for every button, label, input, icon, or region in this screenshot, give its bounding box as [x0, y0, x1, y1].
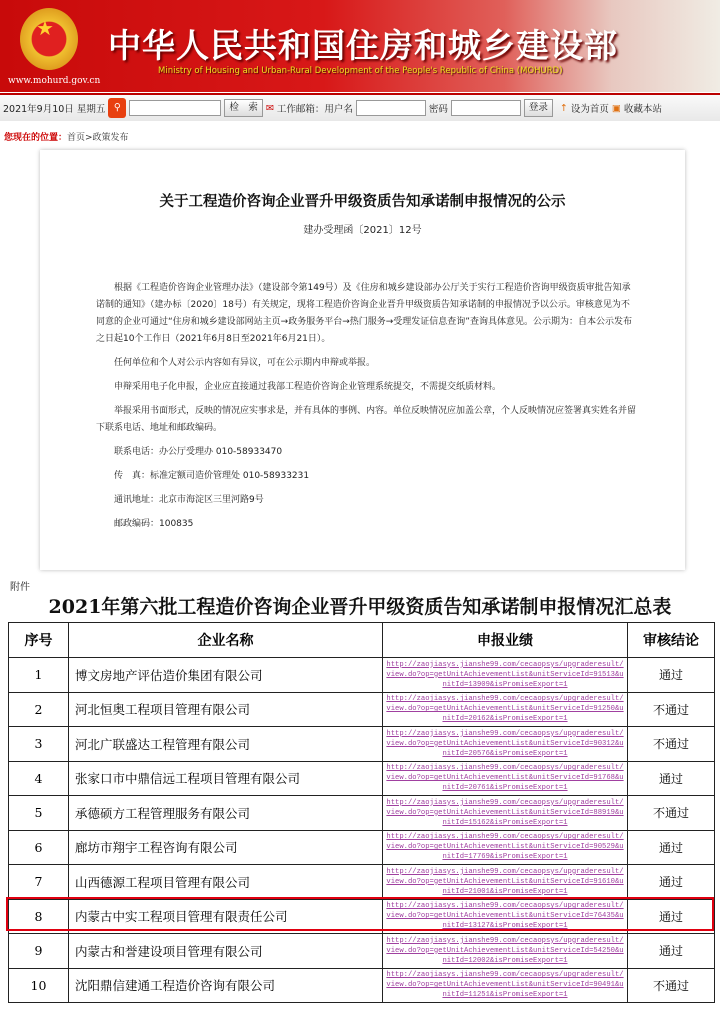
company-name: 内蒙古中实工程项目管理有限责任公司 [69, 899, 383, 934]
site-subtitle: Ministry of Housing and Urban-Rural Development of the People's Republic of China (MOHURD) [158, 66, 563, 76]
company-name: 山西德源工程项目管理有限公司 [69, 865, 383, 900]
row-number: 4 [9, 761, 69, 796]
row-number: 8 [9, 899, 69, 934]
table-row [9, 692, 715, 727]
table-row [9, 865, 715, 900]
mail-icon: ✉ [265, 102, 274, 114]
table-row [9, 658, 715, 693]
review-result: 通过 [628, 934, 715, 969]
review-result: 通过 [628, 658, 715, 693]
achievement-link[interactable]: http://zaojiasys.jianshe99.com/cecaopsys/upgraderesult/view.do?op=getUnitAchievementList&unitServiceId=88919&unitId=15162&isPromiseExport=1 [386, 798, 624, 827]
bookmark-link[interactable]: 收藏本站 [623, 104, 662, 115]
company-name: 沈阳鼎信建通工程造价咨询有限公司 [69, 968, 383, 1003]
search-icon[interactable]: ⚲ [108, 98, 126, 118]
summary-table [8, 622, 715, 1003]
row-number: 5 [9, 796, 69, 831]
table-row [9, 899, 715, 934]
review-result: 不通过 [628, 796, 715, 831]
attachment-label: 附件 [10, 582, 30, 593]
review-result: 通过 [628, 899, 715, 934]
row-number: 1 [9, 658, 69, 693]
paragraph: 传 真：标准定额司造价管理处 010-58933231 [114, 471, 310, 481]
company-name: 河北恒奥工程项目管理有限公司 [69, 692, 383, 727]
mail-label: 工作邮箱：用户名 [276, 104, 353, 115]
paragraph: 举报采用书面形式，反映的情况应实事求是，并有具体的事例、内容。单位反映情况应加盖公章，个人反映情况应签署真实姓名并留下联系电话、地址和邮政编码。 [96, 406, 637, 433]
achievement-link[interactable]: http://zaojiasys.jianshe99.com/cecaopsys/upgraderesult/view.do?op=getUnitAchievementList&unitServiceId=76435&unitId=13127&isPromiseExport=1 [386, 902, 624, 931]
table-row [9, 761, 715, 796]
breadcrumb-prefix: 您现在的位置： [4, 133, 68, 143]
review-result: 不通过 [628, 727, 715, 762]
review-result: 不通过 [628, 692, 715, 727]
company-name: 廊坊市翔宇工程咨询有限公司 [69, 830, 383, 865]
paragraph: 申辩采用电子化申报，企业应直接通过我部工程造价咨询企业管理系统提交，不需提交纸质材料。 [114, 382, 502, 392]
company-name: 承德硕方工程管理服务有限公司 [69, 796, 383, 831]
site-url: www.mohurd.gov.cn [8, 76, 101, 86]
review-result: 通过 [628, 865, 715, 900]
login-button[interactable]: 登录 [524, 99, 553, 117]
table-row [9, 727, 715, 762]
paragraph: 任何单位和个人对公示内容如有异议，可在公示期内申辩或举报。 [114, 358, 376, 368]
achievement-link[interactable]: http://zaojiasys.jianshe99.com/cecaopsys/upgraderesult/view.do?op=getUnitAchievementList&unitServiceId=91768&unitId=20761&isPromiseExport=1 [386, 764, 624, 793]
col-header-name: 企业名称 [69, 623, 383, 658]
breadcrumb-path[interactable]: 首页>政策发布 [67, 133, 129, 143]
notice-document [40, 150, 685, 570]
review-result: 通过 [628, 761, 715, 796]
achievement-link[interactable]: http://zaojiasys.jianshe99.com/cecaopsys/upgraderesult/view.do?op=getUnitAchievementList&unitServiceId=54250&unitId=12002&isPromiseExport=1 [386, 936, 624, 965]
row-number: 9 [9, 934, 69, 969]
search-input[interactable] [129, 100, 221, 116]
paragraph: 联系电话：办公厅受理办 010-58933470 [114, 447, 283, 457]
table-row [9, 830, 715, 865]
document-title: 关于工程造价咨询企业晋升甲级资质告知承诺制申报情况的公示 [159, 194, 566, 210]
company-name: 博文房地产评估造价集团有限公司 [69, 658, 383, 693]
password-label: 密码 [428, 104, 448, 115]
review-result: 不通过 [628, 968, 715, 1003]
table-row [9, 934, 715, 969]
achievement-link[interactable]: http://zaojiasys.jianshe99.com/cecaopsys/upgraderesult/view.do?op=getUnitAchievementList&unitServiceId=90312&unitId=20576&isPromiseExport=1 [386, 729, 624, 758]
achievement-link[interactable]: http://zaojiasys.jianshe99.com/cecaopsys/upgraderesult/view.do?op=getUnitAchievementList&unitServiceId=91250&unitId=20162&isPromiseExport=1 [386, 695, 624, 724]
col-header-achievement: 申报业绩 [383, 623, 628, 658]
bookmark-icon: ▣ [611, 102, 621, 114]
achievement-link[interactable]: http://zaojiasys.jianshe99.com/cecaopsys/upgraderesult/view.do?op=getUnitAchievementList&unitServiceId=90529&unitId=17769&isPromiseExport=1 [386, 833, 624, 862]
achievement-link[interactable]: http://zaojiasys.jianshe99.com/cecaopsys/upgraderesult/view.do?op=getUnitAchievementList&unitServiceId=91513&unitId=13909&isPromiseExport=1 [386, 660, 624, 689]
row-number: 3 [9, 727, 69, 762]
national-emblem-icon: ★ [20, 8, 78, 70]
table-row [9, 968, 715, 1003]
home-arrow-icon: ↑ [559, 102, 568, 114]
paragraph: 根据《工程造价咨询企业管理办法》（建设部令第149号）及《住房和城乡建设部办公厅关于实行工程造价咨询甲级资质审批告知承诺制的通知》（建办标〔2020〕18号）有关规定，现将工程造价咨询企业晋升甲级资质告知承诺制的申报情况予以公示。审核意见为不同意的企业可通过“住房和城乡建设部网站主页→政务服务平台→热门服务→受理发证信息查询”查询具体意见。公示期为：自本公示发布之日起10个工作日（2021年6月8日至2021年6月21日）。 [96, 283, 632, 344]
site-title: 中华人民共和国住房和城乡建设部 [108, 26, 618, 65]
row-number: 7 [9, 865, 69, 900]
row-number: 10 [9, 968, 69, 1003]
current-date: 2021年9月10日 星期五 [3, 104, 106, 115]
breadcrumb [4, 130, 129, 143]
set-home-link[interactable]: 设为首页 [570, 104, 609, 115]
col-header-no: 序号 [9, 623, 69, 658]
achievement-link[interactable]: http://zaojiasys.jianshe99.com/cecaopsys/upgraderesult/view.do?op=getUnitAchievementList&unitServiceId=90491&unitId=11251&isPromiseExport=1 [386, 971, 624, 1000]
row-number: 6 [9, 830, 69, 865]
summary-title: 2021年第六批工程造价咨询企业晋升甲级资质告知承诺制申报情况汇总表 [48, 596, 672, 618]
document-number: 建办受理函〔2021〕12号 [303, 225, 422, 236]
paragraph: 邮政编码：100835 [114, 519, 194, 529]
site-banner [0, 0, 720, 92]
review-result: 通过 [628, 830, 715, 865]
search-button[interactable]: 检 索 [224, 99, 263, 117]
paragraph: 通讯地址：北京市海淀区三里河路9号 [114, 495, 264, 505]
company-name: 内蒙古和誉建设项目管理有限公司 [69, 934, 383, 969]
company-name: 张家口市中鼎信远工程项目管理有限公司 [69, 761, 383, 796]
password-input[interactable] [451, 100, 521, 116]
company-name: 河北广联盛达工程管理有限公司 [69, 727, 383, 762]
row-number: 2 [9, 692, 69, 727]
col-header-result: 审核结论 [628, 623, 715, 658]
table-row [9, 796, 715, 831]
username-input[interactable] [356, 100, 426, 116]
toolbar [0, 93, 720, 121]
achievement-link[interactable]: http://zaojiasys.jianshe99.com/cecaopsys/upgraderesult/view.do?op=getUnitAchievementList&unitServiceId=91610&unitId=21001&isPromiseExport=1 [386, 867, 624, 896]
